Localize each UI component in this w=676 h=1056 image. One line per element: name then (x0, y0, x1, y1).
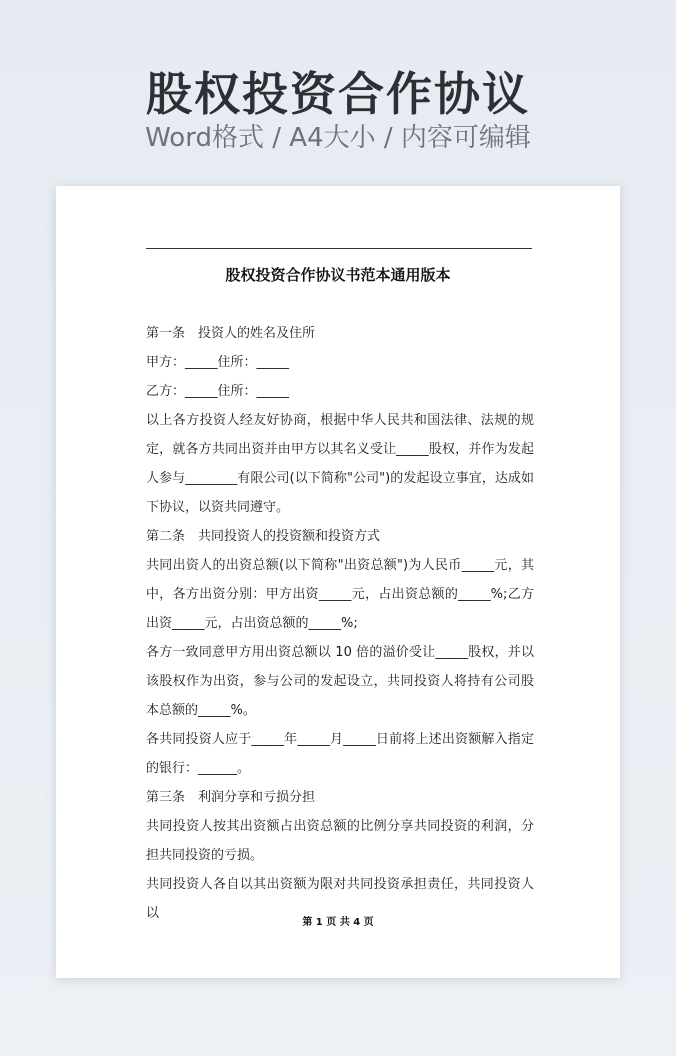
party-a-line: 甲方：_____住所：_____ (146, 355, 290, 370)
header-rule (146, 248, 532, 249)
paragraph: 共同投资人各自以其出资额为限对共同投资承担责任，共同投资人以 (146, 877, 534, 921)
article-heading: 第三条 利润分享和亏损分担 (146, 790, 316, 805)
page-number: 第 1 页 共 4 页 (302, 917, 374, 928)
document-title: 股权投资合作协议书范本通用版本 (225, 266, 451, 284)
article-heading: 第一条 投资人的姓名及住所 (146, 326, 316, 341)
document-body (146, 319, 534, 928)
paragraph: 共同投资人按其出资额占出资总额的比例分享共同投资的利润，分担共同投资的亏损。 (146, 819, 534, 863)
banner-title: 股权投资合作协议 (146, 67, 530, 121)
article-heading: 第二条 共同投资人的投资额和投资方式 (146, 529, 381, 544)
paragraph: 各方一致同意甲方用出资总额以 10 倍的溢价受让_____股权，并以该股权作为出资，参与公司的发起设立，共同投资人将持有公司股本总额的_____%。 (146, 645, 534, 718)
party-b-line: 乙方：_____住所：_____ (146, 384, 290, 399)
paragraph: 以上各方投资人经友好协商，根据中华人民共和国法律、法规的规定，就各方共同出资并由甲方以其名义受让_____股权，并作为发起人参与________有限公司(以下简称"公司")的发起设立事宜，达成如下协议，以资共同遵守。 (146, 413, 534, 515)
paragraph: 各共同投资人应于_____年_____月_____日前将上述出资额解入指定的银行：______。 (146, 732, 534, 776)
paragraph: 共同出资人的出资总额(以下简称"出资总额")为人民币_____元，其中，各方出资分别：甲方出资_____元，占出资总额的_____%;乙方出资_____元，占出资总额的_____%; (146, 558, 534, 631)
document-page (56, 186, 620, 978)
banner-subtitle: Word格式 / A4大小 / 内容可编辑 (145, 123, 531, 153)
